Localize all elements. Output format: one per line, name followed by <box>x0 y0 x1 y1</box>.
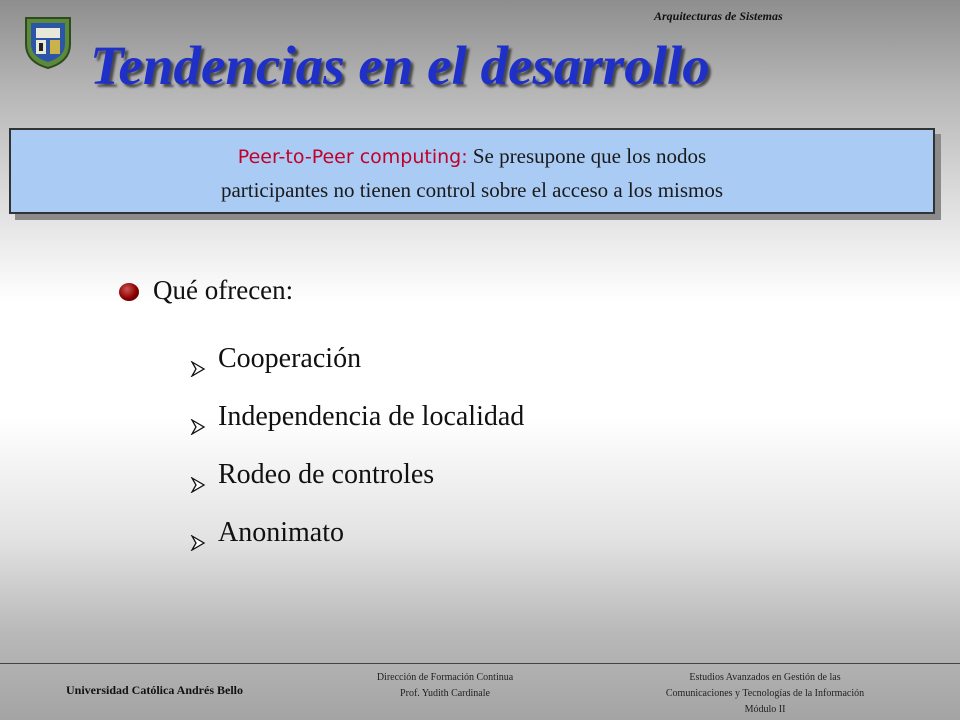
course-caption: Arquitecturas de Sistemas <box>654 9 783 23</box>
footer-right-line: Comunicaciones y Tecnologías de la Información <box>665 688 865 699</box>
list-item-label: Rodeo de controles <box>218 459 435 490</box>
offer-list <box>190 330 524 562</box>
list-item-label: Independencia de localidad <box>218 401 525 432</box>
footer-center-line: Prof. Yudith Cardinale <box>400 688 490 699</box>
section-heading: Qué ofrecen: <box>153 275 294 305</box>
footer-right-block <box>630 670 900 718</box>
slide-title: Tendencias en el desarrollo <box>90 35 710 96</box>
arrowhead-bullet-icon <box>190 527 206 543</box>
definition-callout <box>9 128 935 214</box>
footer-university: Universidad Católica Andrés Bello <box>66 683 244 697</box>
callout-text-line1: Se presupone que los nodos <box>467 144 707 168</box>
callout-term: Peer-to-Peer computing: <box>237 146 468 168</box>
footer-center-line: Dirección de Formación Continua <box>376 672 514 683</box>
callout-text-line2: participantes no tienen control sobre el acceso a los mismos <box>220 178 724 202</box>
list-item-label: Anonimato <box>218 517 344 548</box>
arrowhead-bullet-icon <box>190 353 206 369</box>
footer-right-line: Módulo II <box>744 704 786 715</box>
list-item <box>190 504 524 562</box>
university-crest-logo <box>22 14 74 70</box>
list-item <box>190 446 524 504</box>
arrowhead-bullet-icon <box>190 411 206 427</box>
round-bullet-icon <box>119 283 139 301</box>
list-item-label: Cooperación <box>218 343 362 374</box>
footer-center-block <box>330 670 560 702</box>
footer-right-line: Estudios Avanzados en Gestión de las <box>689 672 841 683</box>
arrowhead-bullet-icon <box>190 469 206 485</box>
list-item <box>190 330 524 388</box>
footer-divider <box>0 663 960 664</box>
list-item <box>190 388 524 446</box>
